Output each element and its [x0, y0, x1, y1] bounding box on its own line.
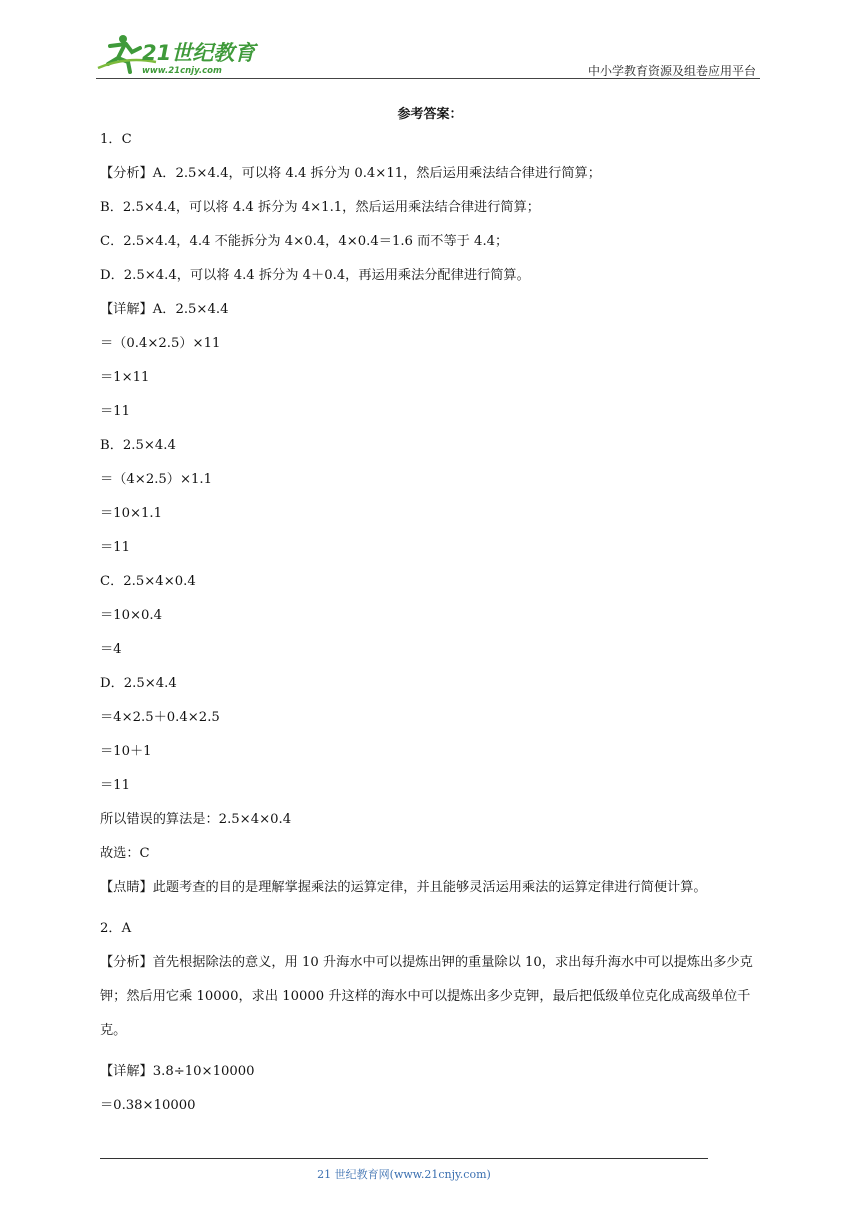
text-line: C．2.5×4.4，4.4 不能拆分为 4×0.4，4×0.4＝1.6 而不等于 4.4；	[100, 234, 509, 249]
text-line: D．2.5×4.4	[100, 676, 177, 691]
page-footer: 21 世纪教育网(www.21cnjy.com)	[317, 1168, 491, 1181]
text-line: ＝11	[100, 778, 130, 793]
text-line: ＝10×1.1	[100, 506, 162, 521]
text-line: 【分析】A．2.5×4.4，可以将 4.4 拆分为 0.4×11，然后运用乘法结合律进行简算；	[100, 166, 601, 181]
text-line: 2．A	[100, 921, 132, 936]
page-header	[96, 32, 756, 78]
text-line: ＝10＋1	[100, 744, 152, 759]
text-line: ＝0.38×10000	[100, 1098, 196, 1113]
header-platform-text: 中小学教育资源及组卷应用平台	[587, 64, 756, 78]
text-line: 所以错误的算法是：2.5×4×0.4	[100, 812, 292, 827]
text-line: ＝1×11	[100, 370, 150, 385]
answer-content	[100, 130, 760, 1130]
text-line: ＝11	[100, 540, 130, 555]
text-line: ＝4×2.5＋0.4×2.5	[100, 710, 220, 725]
text-line: ＝（4×2.5）×1.1	[100, 472, 212, 487]
fenxi-paragraph: 【分析】首先根据除法的意义，用 10 升海水中可以提炼出钾的重量除以 10，求出每升海水中可以提炼出多少克钾；然后用它乘 10000，求出 10000 升这样的海水中可以提炼出多少克钾，最后把低级单位克化成高级单位千克。	[100, 955, 753, 1038]
text-line: B．2.5×4.4，可以将 4.4 拆分为 4×1.1，然后运用乘法结合律进行简算；	[100, 200, 540, 215]
logo-text: 21世纪教育	[142, 41, 256, 65]
header-divider	[96, 78, 760, 79]
page-title: 参考答案：	[397, 107, 463, 122]
text-line: ＝4	[100, 642, 122, 657]
text-line: 【详解】3.8÷10×10000	[100, 1064, 255, 1079]
text-line: 1．C	[100, 132, 132, 147]
text-line: B．2.5×4.4	[100, 438, 176, 453]
text-line: 故选：C	[100, 846, 150, 861]
text-line: D．2.5×4.4，可以将 4.4 拆分为 4＋0.4，再运用乘法分配律进行简算。	[100, 268, 530, 283]
dianjing-paragraph: 【点睛】此题考查的目的是理解掌握乘法的运算定律，并且能够灵活运用乘法的运算定律进行简便计算。	[100, 880, 707, 895]
logo-icon	[96, 32, 266, 76]
footer-divider	[100, 1158, 708, 1159]
logo-url: www.21cnjy.com	[142, 66, 222, 76]
text-line: C．2.5×4×0.4	[100, 574, 196, 589]
text-line: ＝（0.4×2.5）×11	[100, 336, 221, 351]
text-line: ＝11	[100, 404, 130, 419]
text-line: ＝10×0.4	[100, 608, 162, 623]
text-line: 【详解】A．2.5×4.4	[100, 302, 229, 317]
